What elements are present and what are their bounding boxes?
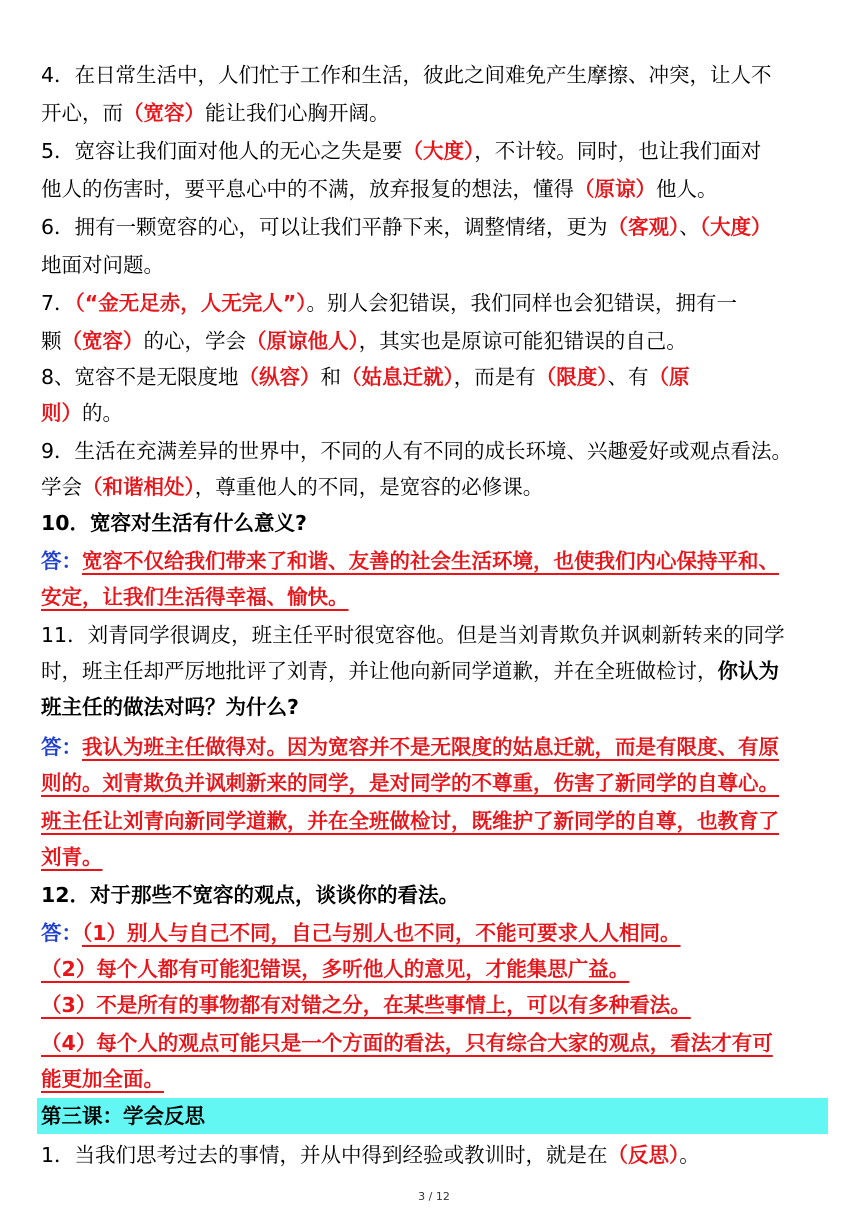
q8-text-b: 和 — [320, 365, 342, 389]
q11-line-3 — [41, 692, 299, 722]
q11-text: 11．刘青同学很调皮，班主任平时很宽容他。但是当刘青欺负并讽刺新转来的同学 — [41, 623, 785, 647]
q12-question — [41, 880, 459, 910]
q12-answer-line-1 — [41, 918, 681, 948]
q8-answer-2: （姑息迁就） — [341, 365, 454, 389]
q8-answer-4b: 则） — [41, 401, 82, 425]
q5-text-d: 他人。 — [656, 177, 718, 201]
q7-answer-3: （原谅他人） — [246, 329, 359, 353]
q11-answer-text-3: 班主任让刘青向新同学道歉，并在全班做检讨，既维护了新同学的自尊，也教育了 — [41, 809, 779, 833]
q11-answer-text-4: 刘青。 — [41, 845, 103, 869]
q5-line-1 — [41, 136, 761, 166]
q11-answer-text-1: 我认为班主任做得对。因为宽容并不是无限度的姑息迁就，而是有限度、有原 — [82, 735, 779, 759]
q11-text-b: 时，班主任却严厉地批评了刘青，并让他向新同学道歉，并在全班做检讨， — [41, 659, 718, 683]
q11-answer-line-2 — [41, 768, 779, 798]
q12-answer-line-5 — [41, 1064, 164, 1094]
q12-point-3: （3）不是所有的事物都有对错之分，在某些事情上，可以有多种看法。 — [41, 993, 691, 1017]
q5-text-b: ，不计较。同时，也让我们面对 — [474, 139, 762, 163]
q6-text: 6．拥有一颗宽容的心，可以让我们平静下来，调整情绪，更为 — [41, 215, 608, 239]
q12-answer-line-4 — [41, 1028, 773, 1058]
q10-answer-text-2: 安定，让我们生活得幸福、愉快。 — [41, 585, 349, 609]
s3-q1-text-b: 。 — [679, 1143, 700, 1167]
q12-question-text: 12．对于那些不宽容的观点，谈谈你的看法。 — [41, 883, 460, 907]
q10-question-text: 10．宽容对生活有什么意义? — [41, 511, 307, 535]
q7-line-2 — [41, 326, 687, 356]
q12-answer-line-3 — [41, 990, 691, 1020]
q11-answer-line-1 — [41, 732, 779, 762]
q12-answer-line-2 — [41, 954, 629, 984]
q11-answer-line-4 — [41, 842, 103, 872]
q7-text-d: 的心，学会 — [143, 329, 246, 353]
q12-point-4a: （4）每个人的观点可能只是一个方面的看法，只有综合大家的观点，看法才有可 — [41, 1031, 773, 1055]
q8-answer-3: （限度） — [535, 365, 608, 389]
q7-text-e: ，其实也是原谅可能犯错误的自己。 — [358, 329, 687, 353]
q6-answer-1: （客观） — [607, 215, 680, 239]
q8-text: 8、宽容不是无限度地 — [41, 365, 239, 389]
q8-line-2 — [41, 398, 123, 428]
q5-answer-1: （大度） — [402, 139, 475, 163]
q6-text-b: 、 — [679, 215, 700, 239]
q9-line-2 — [41, 472, 543, 502]
q11-answer-text-2: 则的。刘青欺负并讽刺新来的同学，是对同学的不尊重，伤害了新同学的自尊心。 — [41, 771, 779, 795]
q8-text-c: ，而是有 — [453, 365, 536, 389]
q10-answer-text-1: 宽容不仅给我们带来了和谐、友善的社会生活环境，也使我们内心保持平和、 — [82, 549, 779, 573]
q8-text-d: 、有 — [607, 365, 649, 389]
q11-answer-line-3 — [41, 806, 779, 836]
q10-answer-line-2 — [41, 582, 349, 612]
q10-answer-line-1 — [41, 546, 779, 576]
page-number: 3 / 12 — [418, 1190, 450, 1203]
q8-answer-4a: （原 — [648, 365, 690, 389]
q9-text-c: ，尊重他人的不同，是宽容的必修课。 — [194, 475, 544, 499]
q8-answer-1: （纵容） — [238, 365, 321, 389]
q9-answer-1: （和谐相处） — [82, 475, 195, 499]
s3-q1-line — [41, 1140, 700, 1170]
s3-q1-text: 1．当我们思考过去的事情，并从中得到经验或教训时，就是在 — [41, 1143, 608, 1167]
q11-question-end: 班主任的做法对吗？为什么? — [41, 695, 299, 719]
section-header — [37, 1098, 828, 1134]
section-title: 第三课：学会反思 — [41, 1104, 205, 1128]
q4-text: 4．在日常生活中，人们忙于工作和生活，彼此之间难免产生摩擦、冲突，让人不 — [41, 63, 772, 87]
q5-answer-2: （原谅） — [574, 177, 656, 201]
q11-line-2 — [41, 656, 779, 686]
q5-text-c: 他人的伤害时，要平息心中的不满，放弃报复的想法，懂得 — [41, 177, 574, 201]
q9-line-1 — [41, 436, 792, 466]
q11-line-1 — [41, 620, 785, 650]
q4-text-b: 开心，而 — [41, 101, 123, 125]
q6-text-c: 地面对问题。 — [41, 253, 164, 277]
q9-text: 9．生活在充满差异的世界中，不同的人有不同的成长环境、兴趣爱好或观点看法。 — [41, 439, 793, 463]
q8-text-e: 的。 — [82, 401, 123, 425]
q7-line-1 — [41, 288, 737, 318]
q6-line-2 — [41, 250, 164, 280]
q10-answer-label: 答： — [41, 549, 82, 573]
q4-line-1 — [41, 60, 772, 90]
q12-point-1: （1）别人与自己不同，自己与别人也不同，不能可要求人人相同。 — [82, 921, 681, 945]
q7-answer-1: （“金无足赤，人无完人”） — [74, 291, 307, 315]
q12-point-2: （2）每个人都有可能犯错误，多听他人的意见，才能集思广益。 — [41, 957, 630, 981]
q11-answer-label: 答： — [41, 735, 82, 759]
q6-answer-2: （大度） — [699, 215, 772, 239]
q7-text-c: 颗 — [41, 329, 62, 353]
q11-question-start: 你认为 — [717, 659, 779, 683]
q7-number: 7． — [41, 291, 75, 315]
q8-line-1 — [41, 362, 690, 392]
q5-text: 5．宽容让我们面对他人的无心之失是要 — [41, 139, 403, 163]
q9-text-b: 学会 — [41, 475, 82, 499]
q4-text-c: 能让我们心胸开阔。 — [205, 101, 390, 125]
q4-answer-1: （宽容） — [123, 101, 205, 125]
q12-answer-label: 答： — [41, 921, 82, 945]
s3-q1-answer: （反思） — [607, 1143, 680, 1167]
q7-answer-2: （宽容） — [61, 329, 144, 353]
q4-line-2 — [41, 98, 390, 128]
q10-question — [41, 508, 307, 538]
q12-point-4b: 能更加全面。 — [41, 1067, 164, 1091]
q7-text-b: 。别人会犯错误，我们同样也会犯错误，拥有一 — [306, 291, 737, 315]
q5-line-2 — [41, 174, 718, 204]
q6-line-1 — [41, 212, 772, 242]
